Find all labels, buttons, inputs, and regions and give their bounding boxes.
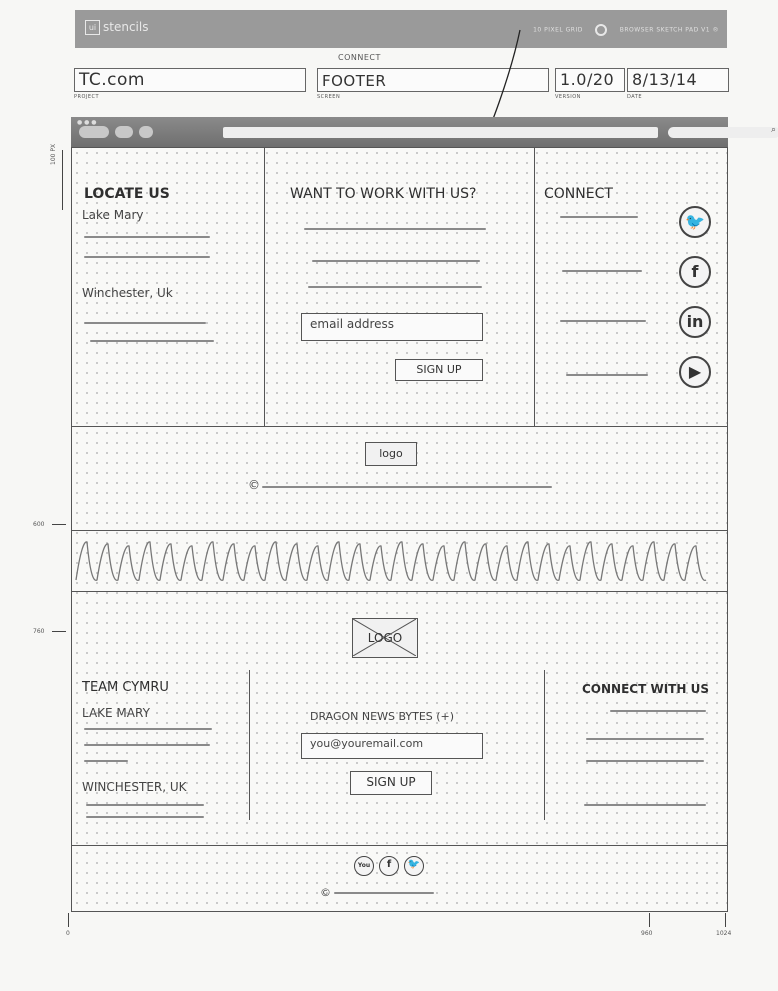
screen-value: FOOTER — [322, 72, 387, 90]
version-value: 1.0/20 — [560, 70, 615, 89]
copyright-line — [262, 486, 552, 488]
divider — [72, 591, 728, 592]
topbar-right — [533, 24, 719, 36]
date-field[interactable] — [627, 68, 729, 92]
ruler-600-tick — [52, 524, 66, 525]
signup-button[interactable]: SIGN UP — [395, 359, 483, 381]
email-field[interactable]: email address — [301, 313, 483, 341]
linkedin-icon[interactable]: in — [679, 306, 711, 338]
text-line — [610, 710, 706, 712]
text-line — [566, 374, 648, 376]
text-line — [586, 760, 704, 762]
version-field[interactable] — [555, 68, 625, 92]
ruler-0: 0 — [66, 930, 70, 937]
project-label: PROJECT — [74, 94, 100, 100]
text-line — [586, 738, 704, 740]
back-forward-button[interactable] — [79, 126, 109, 138]
ruler-bracket — [62, 150, 63, 210]
divider — [72, 845, 728, 846]
divider — [544, 670, 545, 820]
ruler-1024-tick — [725, 913, 726, 927]
connect-with-us-heading: CONNECT WITH US — [582, 682, 709, 696]
text-line — [84, 760, 128, 762]
stencils-brand — [85, 20, 148, 35]
stencils-header-bar — [75, 10, 727, 48]
reload-button[interactable] — [139, 126, 153, 138]
ruler-960-tick — [649, 913, 650, 927]
location-winchester: Winchester, Uk — [82, 286, 173, 300]
text-line — [84, 236, 210, 238]
twitter-icon[interactable]: 🐦 — [679, 206, 711, 238]
logo-placeholder[interactable]: logo — [365, 442, 417, 466]
copyright-symbol: © — [248, 478, 260, 492]
copyright-symbol-2: © — [320, 886, 331, 899]
text-line — [304, 228, 486, 230]
search-bar[interactable] — [668, 127, 778, 138]
work-with-us-heading: WANT TO WORK WITH US? — [290, 186, 477, 202]
text-line — [84, 744, 210, 746]
text-line — [562, 270, 642, 272]
copyright-line-2 — [334, 892, 434, 894]
text-line — [90, 340, 214, 342]
location-lake-mary: Lake Mary — [82, 208, 144, 222]
newsletter-heading: DRAGON NEWS BYTES (+) — [310, 710, 455, 723]
date-label: DATE — [627, 94, 643, 100]
ruler-760-tick — [52, 631, 66, 632]
divider — [72, 530, 728, 531]
version-label: VERSION — [555, 94, 581, 100]
divider — [249, 670, 250, 820]
url-bar[interactable] — [223, 127, 658, 138]
project-value: TC.com — [79, 70, 145, 90]
locate-us-heading: LOCATE US — [84, 186, 170, 202]
text-line — [84, 322, 206, 324]
newsletter-signup-button[interactable]: SIGN UP — [350, 771, 432, 795]
pixel-grid-label: 10 PIXEL GRID — [533, 26, 583, 34]
text-line — [86, 804, 204, 806]
settings-icon — [595, 24, 607, 36]
facebook-icon[interactable]: f — [679, 256, 711, 288]
team-heading: TEAM CYMRU — [82, 680, 169, 695]
divider — [534, 148, 535, 426]
date-value: 8/13/14 — [632, 70, 698, 89]
text-line — [84, 256, 210, 258]
divider — [72, 426, 728, 427]
screen-label: SCREEN — [317, 94, 341, 100]
play-icon[interactable]: ▶ — [679, 356, 711, 388]
project-field[interactable] — [74, 68, 306, 92]
ruler-600: 600 — [33, 521, 45, 528]
window-dots: ● ● ● — [77, 119, 97, 126]
text-line — [584, 804, 706, 806]
team-location-1: LAKE MARY — [82, 706, 150, 720]
sketch-canvas — [71, 147, 728, 912]
team-location-2: WINCHESTER, UK — [82, 780, 187, 794]
youtube-icon[interactable]: You — [354, 856, 374, 876]
text-line — [312, 260, 480, 262]
newsletter-email-field[interactable]: you@youremail.com — [301, 733, 483, 759]
ruler-960: 960 — [641, 930, 653, 937]
ruler-100px: 100 PX — [50, 143, 57, 165]
browser-chrome — [71, 117, 776, 147]
text-line — [308, 286, 482, 288]
ruler-0-tick — [68, 913, 69, 927]
text-line — [560, 216, 638, 218]
facebook-icon-small[interactable]: f — [379, 856, 399, 876]
sketch-pad-label: BROWSER SKETCH PAD V1 ® — [619, 26, 719, 34]
ruler-1024: 1024 — [716, 930, 732, 937]
brand-mark: ui — [85, 20, 100, 35]
text-line — [560, 320, 646, 322]
logo-placeholder-2[interactable] — [352, 618, 418, 658]
connect-heading: CONNECT — [544, 186, 613, 202]
text-line — [84, 728, 212, 730]
wavy-separator — [72, 532, 728, 590]
text-line — [86, 816, 204, 818]
ruler-760: 760 — [33, 628, 45, 635]
search-icon: ⌕ — [770, 125, 776, 135]
twitter-icon-small[interactable]: 🐦 — [404, 856, 424, 876]
eye-button[interactable] — [115, 126, 133, 138]
divider — [264, 148, 265, 426]
brand-text: stencils — [103, 20, 149, 34]
logo-text: LOGO — [367, 631, 403, 645]
screen-annotation: CONNECT — [338, 53, 381, 62]
